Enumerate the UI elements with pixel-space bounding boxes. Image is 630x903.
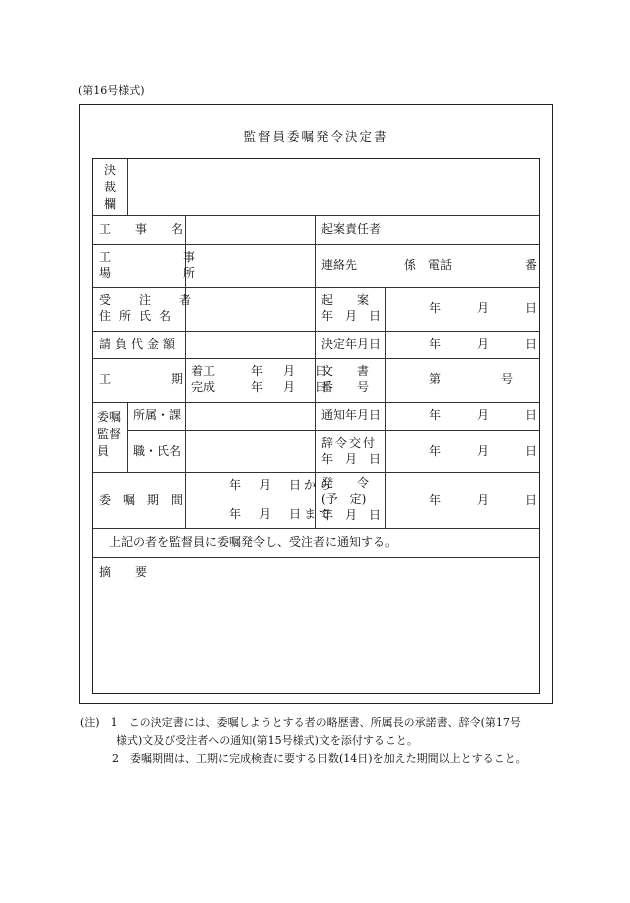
period-from: 年 月 日から bbox=[229, 478, 335, 492]
appointment-date-value: 年 月 日 bbox=[429, 444, 538, 458]
contractor-label: 住所氏名 bbox=[99, 309, 180, 323]
decision-label: 裁 bbox=[104, 180, 117, 194]
col-line bbox=[385, 331, 386, 358]
row-line bbox=[127, 430, 539, 431]
col-line bbox=[385, 402, 386, 430]
row-line bbox=[93, 472, 539, 473]
row-line bbox=[93, 287, 539, 288]
note-2: 2 委嘱期間は、工期に完成検査に要する日数(14日)を加えた期間以上とすること。 bbox=[112, 752, 527, 765]
contact-no-label: 番 bbox=[525, 258, 538, 272]
issue-label: 年 月 日 bbox=[321, 508, 382, 522]
period-until: 年 月 日まで bbox=[229, 507, 335, 521]
summary-label: 摘 要 bbox=[99, 565, 148, 579]
col-line bbox=[385, 287, 386, 331]
draft-date-label: 年 月 日 bbox=[321, 309, 382, 323]
form-number: (第16号様式) bbox=[78, 84, 145, 97]
title-name-label: 職・氏名 bbox=[133, 444, 182, 458]
row-line bbox=[93, 528, 539, 529]
work-site-label: 工 事 bbox=[99, 250, 196, 264]
decision-label: 決 bbox=[104, 163, 117, 177]
issue-label: (予 定) bbox=[321, 492, 367, 506]
statement-text: 上記の者を監督員に委嘱発令し、受注者に通知する。 bbox=[109, 535, 398, 549]
contract-amount-label: 請負代金額 bbox=[99, 337, 180, 351]
notes bbox=[80, 714, 527, 768]
note-1-cont: 様式)文及び受注者への通知(第15号様式)文を添付すること。 bbox=[116, 734, 418, 747]
issue-date-value: 年 月 日 bbox=[429, 493, 538, 507]
work-site-label: 場 所 bbox=[99, 266, 196, 280]
work-name-label: 工 事 名 bbox=[99, 222, 184, 236]
col-line bbox=[127, 159, 128, 216]
contact-label: 連絡先 bbox=[321, 258, 358, 272]
row-line bbox=[93, 358, 539, 359]
draft-date-value: 年 月 日 bbox=[429, 301, 538, 315]
commission-period-label: 委 嘱 期 間 bbox=[99, 493, 184, 507]
appointment-label: 辞令交付 bbox=[321, 436, 378, 450]
document-label: 文 書 bbox=[321, 364, 370, 378]
notice-date-label: 通知年月日 bbox=[321, 408, 382, 422]
note-1: (注) 1 この決定書には、委嘱しようとする者の略歴書、所属長の承諾書、辞令(第17号 bbox=[80, 716, 521, 729]
start-date: 年 月 日 bbox=[251, 364, 332, 378]
finish-label: 完成 bbox=[191, 380, 216, 394]
drafter-label: 起案責任者 bbox=[321, 222, 382, 236]
appointment-label: 年 月 日 bbox=[321, 452, 382, 466]
col-line bbox=[127, 402, 128, 472]
contact-tel-label: 電話 bbox=[428, 258, 453, 272]
inspector-label: 委嘱 bbox=[97, 410, 122, 424]
inspector-label: 監督 bbox=[97, 427, 122, 441]
contractor-label: 受 注 者 bbox=[99, 293, 200, 307]
finish-date: 年 月 日 bbox=[251, 380, 332, 394]
row-line bbox=[93, 557, 539, 558]
notice-date-value: 年 月 日 bbox=[429, 408, 538, 422]
col-line bbox=[385, 472, 386, 528]
col-line bbox=[385, 358, 386, 402]
document-label: 番 号 bbox=[321, 380, 370, 394]
period-label: 工 期 bbox=[99, 372, 184, 386]
row-line bbox=[93, 215, 539, 216]
contact-staff-label: 係 bbox=[404, 258, 417, 272]
document-number: 第 号 bbox=[429, 372, 514, 386]
decision-label: 欄 bbox=[104, 197, 117, 211]
dept-label: 所属・課 bbox=[133, 408, 182, 422]
start-label: 着工 bbox=[191, 364, 216, 378]
decision-date-label: 決定年月日 bbox=[321, 337, 382, 351]
decision-date-value: 年 月 日 bbox=[429, 337, 538, 351]
form-title: 監督員委嘱発令決定書 bbox=[243, 129, 389, 144]
form-frame bbox=[79, 104, 553, 704]
row-line bbox=[93, 244, 539, 245]
col-line bbox=[385, 430, 386, 472]
row-line bbox=[93, 402, 539, 403]
inspector-label: 員 bbox=[97, 444, 110, 458]
row-line bbox=[93, 331, 539, 332]
decision-table bbox=[92, 158, 540, 694]
draft-date-label: 起 案 bbox=[321, 293, 370, 307]
issue-label: 発 令 bbox=[321, 476, 370, 490]
